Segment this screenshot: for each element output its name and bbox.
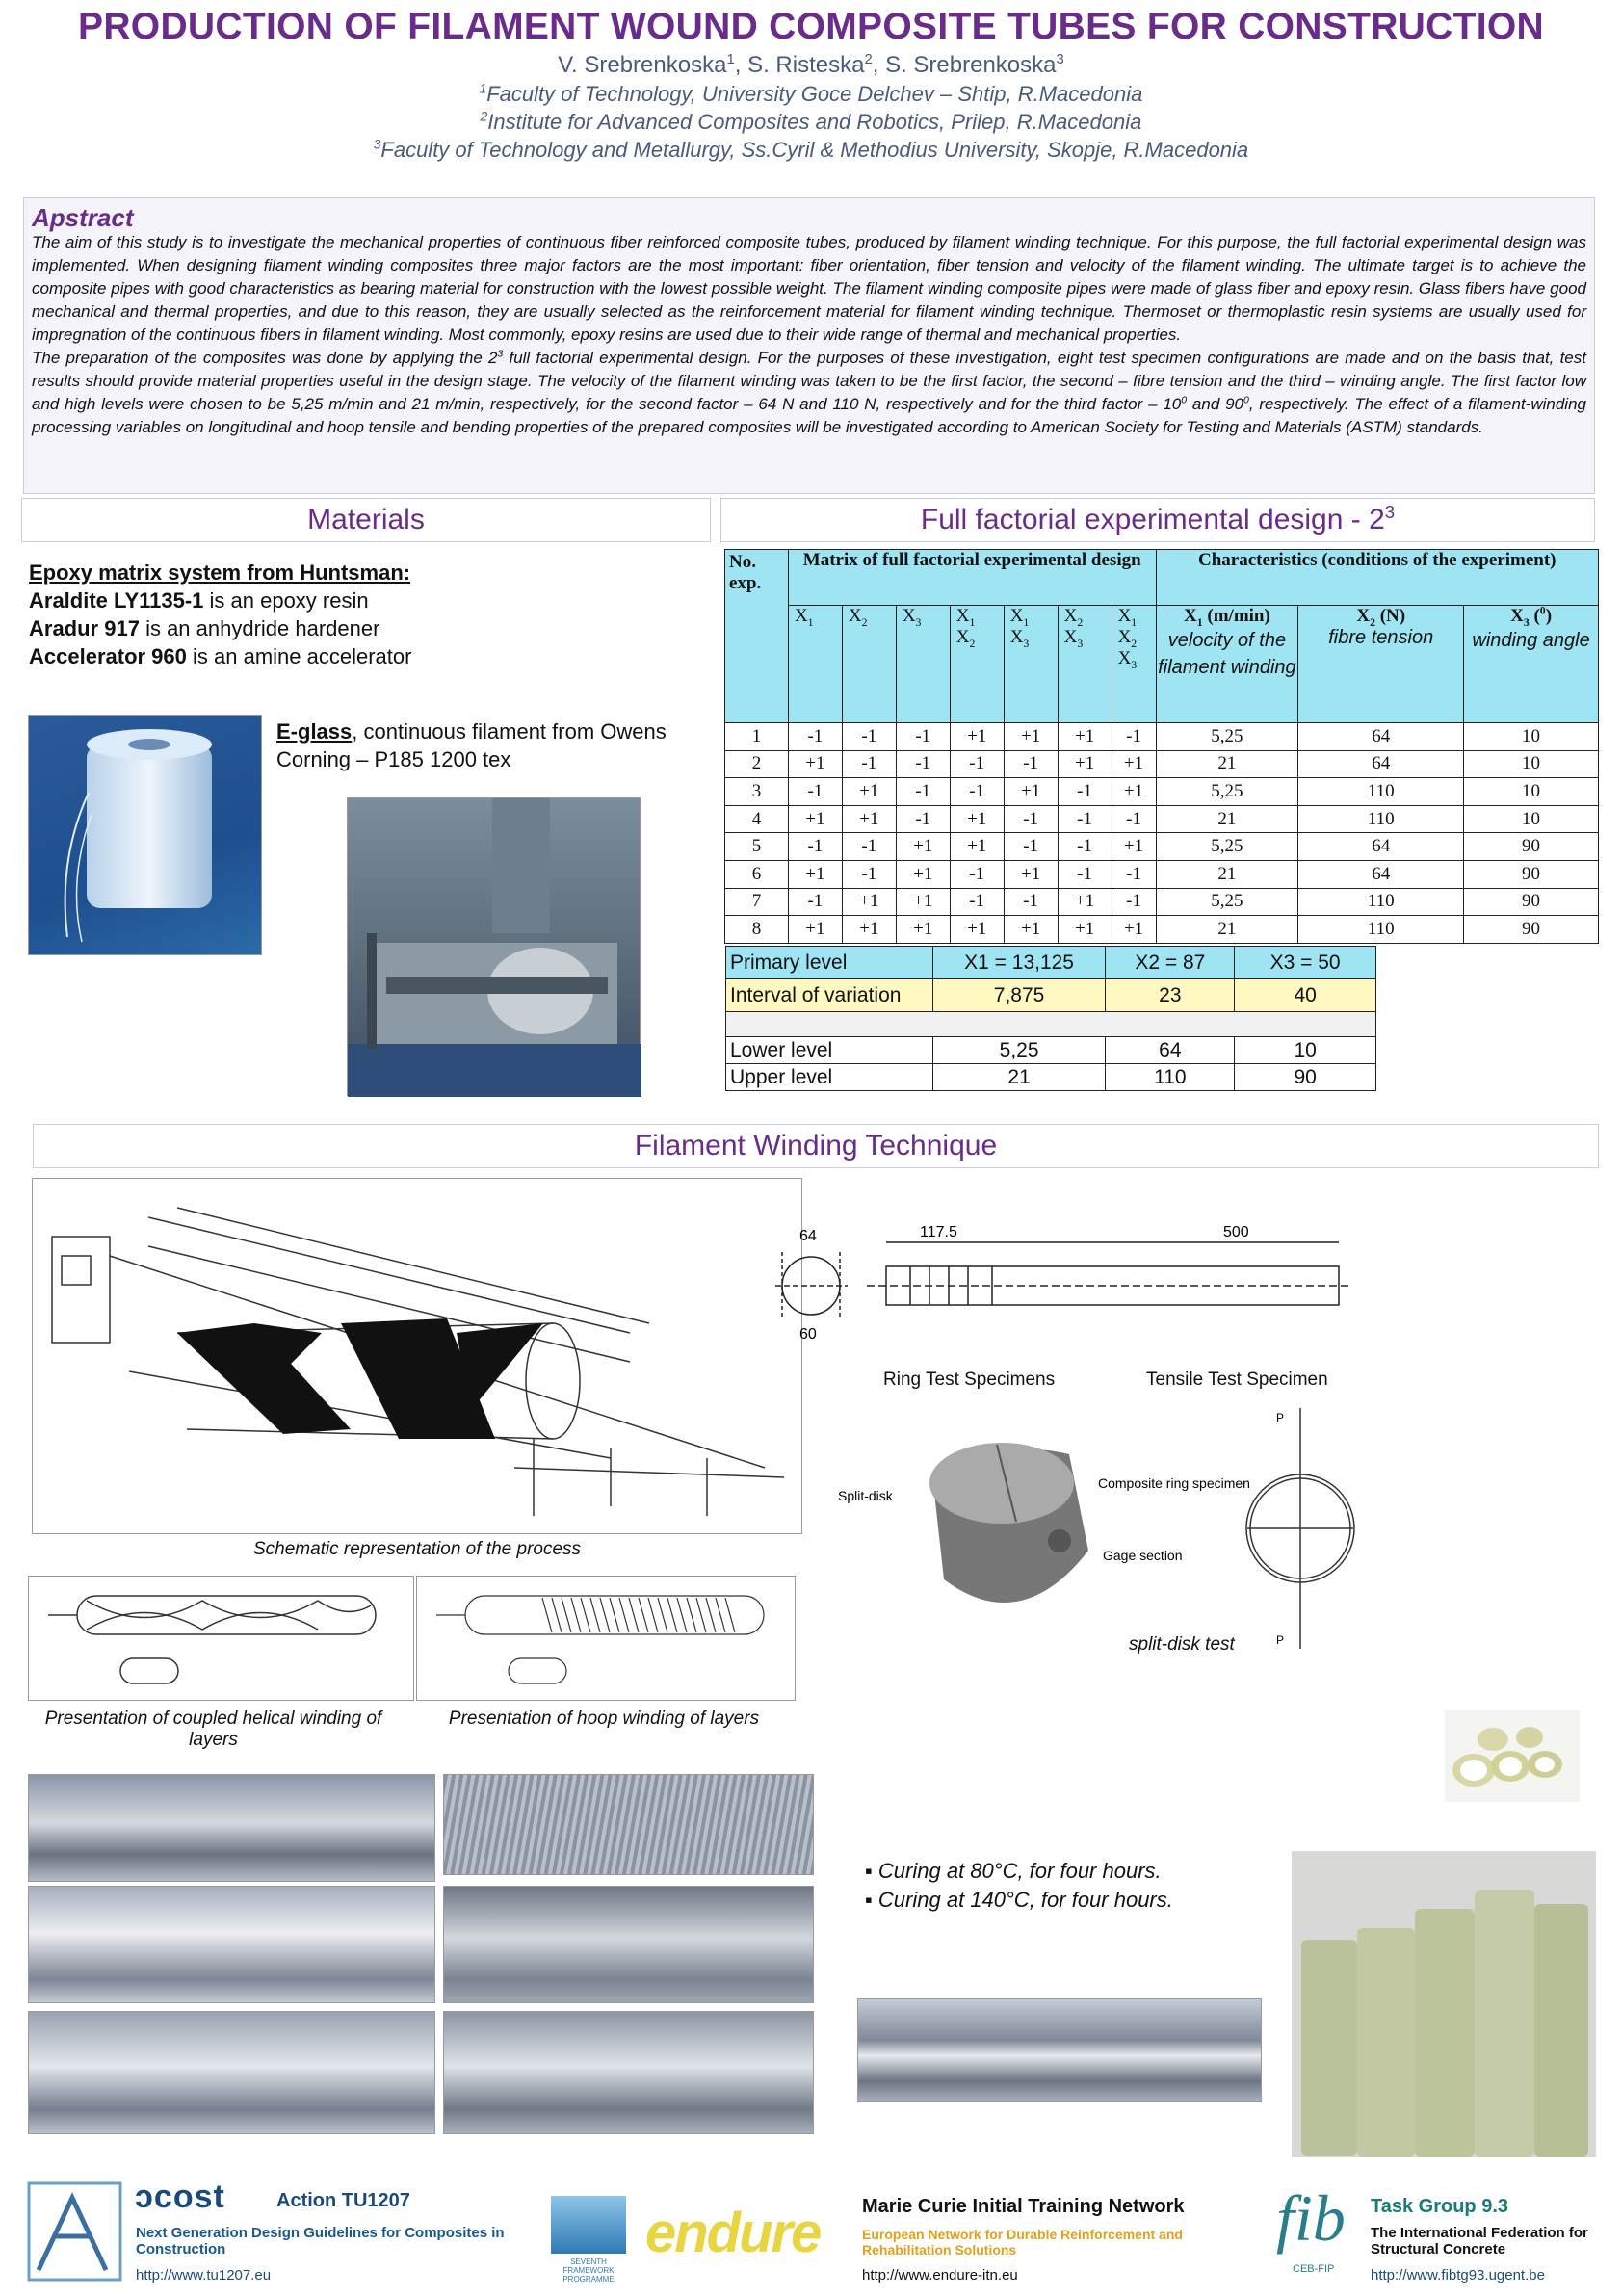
- sh3-a: X: [902, 606, 916, 626]
- matrix-cell: -1: [896, 723, 950, 751]
- upper-x2: 110: [1106, 1064, 1235, 1091]
- matrix-cell: +1: [950, 805, 1004, 833]
- author-1-sup: 1: [726, 52, 735, 67]
- sh2-a: X: [848, 606, 862, 626]
- upper-label: Upper level: [726, 1064, 933, 1091]
- abstract-box: [23, 197, 1595, 494]
- factorial-row: [725, 888, 1599, 916]
- mc-url: http://www.endure-itn.eu: [862, 2267, 1018, 2283]
- aff-3-text: Faculty of Technology and Metallurgy, Ss.Cyril & Methodius University, Skopje, R.Macedonia: [380, 138, 1249, 162]
- abs-p2-sup: 3: [497, 348, 504, 360]
- sh7-b: 1: [1131, 615, 1138, 629]
- epoxy-title: Epoxy matrix system from Huntsman:: [29, 561, 411, 585]
- exp-number: 2: [725, 750, 789, 778]
- ring-load-image: [1238, 1408, 1363, 1649]
- sh6-d: 3: [1077, 637, 1084, 650]
- matrix-cell: +1: [1058, 723, 1112, 751]
- matrix-cell: -1: [788, 723, 842, 751]
- matrix-cell: -1: [950, 888, 1004, 916]
- interval-x2: 23: [1106, 979, 1235, 1012]
- matrix-cell: -1: [842, 723, 896, 751]
- abs-p2-sup3: 0: [1243, 394, 1249, 406]
- matrix-cell: +1: [788, 750, 842, 778]
- lower-label: Lower level: [726, 1037, 933, 1064]
- matrix-cell: -1: [896, 750, 950, 778]
- sub-x3: [896, 606, 950, 723]
- curing-item-1: ▪ Curing at 80°C, for four hours.: [865, 1859, 1162, 1883]
- matrix-cell: -1: [1112, 723, 1156, 751]
- helical-photo-1: [28, 1774, 435, 1882]
- fp7-logo: [551, 2196, 626, 2254]
- matrix-cell: +1: [1112, 778, 1156, 806]
- matrix-cell: -1: [842, 750, 896, 778]
- matrix-cell: -1: [1112, 860, 1156, 888]
- tg-title: Task Group 9.3: [1371, 2196, 1509, 2217]
- col-no-exp: No. exp.: [725, 550, 789, 723]
- matrix-cell: -1: [842, 860, 896, 888]
- matrix-cell: +1: [1058, 916, 1112, 944]
- char-cell: 90: [1464, 860, 1599, 888]
- sh5-b: 1: [1023, 615, 1030, 629]
- winding-machine-image: [348, 798, 641, 1097]
- interval-row: [726, 979, 1376, 1012]
- matrix-cell: -1: [788, 833, 842, 861]
- epoxy-item-2-bold: Aradur 917: [29, 616, 140, 640]
- char-cell: 21: [1156, 805, 1298, 833]
- char-x1: [1156, 606, 1298, 723]
- char-cell: 64: [1298, 833, 1464, 861]
- char-cell: 90: [1464, 888, 1599, 916]
- sub-x1: [788, 606, 842, 723]
- char-cell: 64: [1298, 723, 1464, 751]
- helical-diagram: [28, 1576, 414, 1701]
- sh7-e: X: [1117, 648, 1132, 668]
- split-caption: split-disk test: [1129, 1634, 1235, 1655]
- helical-image: [29, 1577, 415, 1702]
- ch1-unit: (m/min): [1202, 606, 1270, 626]
- char-cell: 5,25: [1156, 723, 1298, 751]
- levels-table: [725, 946, 1376, 1091]
- epoxy-item-3: [29, 642, 703, 670]
- aff-1-sup: 1: [479, 81, 487, 96]
- curing-photo: [857, 1998, 1262, 2102]
- abs-p2-b: full factorial experimental design. For the purposes of these investigation, eight test specimen configurations are made and on the basis that, test results should provide material properties useful in the design stage. The velocity of the filament winding was taken to be the first factor, the second – fibre tension and the third – winding angle. The first factor low and high levels were chosen to be 5,25 m/min and 21 m/min, respectively, for the second factor – 64 N and 110 N, respectively and for the third factor – 10: [32, 349, 1586, 413]
- exp-number: 3: [725, 778, 789, 806]
- affiliation-1: [0, 82, 1622, 107]
- sh7-c: X: [1117, 627, 1132, 647]
- epoxy-system: [29, 559, 703, 670]
- sh6-a: X: [1063, 606, 1078, 626]
- sh5-a: X: [1009, 606, 1024, 626]
- epoxy-item-2: [29, 614, 703, 642]
- char-cell: 64: [1298, 750, 1464, 778]
- sh4-b: 1: [969, 615, 976, 629]
- matrix-cell: +1: [842, 805, 896, 833]
- char-cell: 5,25: [1156, 778, 1298, 806]
- factorial-row: [725, 860, 1599, 888]
- lower-row: [726, 1037, 1376, 1064]
- char-x2: [1298, 606, 1464, 723]
- sh7-d: 2: [1131, 637, 1138, 650]
- matrix-cell: +1: [1112, 916, 1156, 944]
- affiliation-3: [0, 138, 1622, 163]
- primary-x3: X3 = 50: [1235, 947, 1376, 979]
- eglass-bold: E-glass: [276, 719, 353, 744]
- helical-photo-2: [28, 1886, 435, 2003]
- exp-number: 1: [725, 723, 789, 751]
- cost-action: Action TU1207: [276, 2190, 410, 2211]
- composite-ring-label: Composite ring specimen: [1098, 1475, 1250, 1491]
- glass-roving-photo: [28, 715, 262, 955]
- glass-roving-image: [29, 716, 263, 956]
- cost-logo: ɔcost: [135, 2179, 225, 2215]
- abstract-heading: Apstract: [32, 203, 134, 232]
- matrix-cell: +1: [1004, 723, 1058, 751]
- helical-photo-3: [28, 2011, 435, 2134]
- exp-number: 4: [725, 805, 789, 833]
- poster-title: PRODUCTION OF FILAMENT WOUND COMPOSITE TUBES FOR CONSTRUCTION: [78, 6, 1544, 47]
- sh4-d: 2: [969, 637, 976, 650]
- hoop-photo-3: [443, 2011, 814, 2134]
- bridge-logo: [24, 2179, 125, 2284]
- design-heading-sup: 3: [1384, 502, 1396, 522]
- matrix-cell: -1: [896, 805, 950, 833]
- authors: V. Srebrenkoska$^1$, S. Risteska$^2$, S. Srebrenkoska$^3$: [558, 52, 1064, 78]
- factorial-row: [725, 805, 1599, 833]
- ring-load-diagram: [1238, 1408, 1363, 1649]
- design-heading: Full factorial experimental design - 2: [920, 504, 1385, 535]
- char-cell: 10: [1464, 750, 1599, 778]
- materials-heading-box: [21, 498, 711, 542]
- sh1-a: X: [794, 606, 808, 626]
- ch2-unit: (N): [1374, 606, 1406, 626]
- factorial-row: [725, 750, 1599, 778]
- tensile-label: Tensile Test Specimen: [1146, 1370, 1328, 1390]
- matrix-cell: -1: [896, 778, 950, 806]
- abs-p2-a: The preparation of the composites was done by applying the 2: [32, 349, 498, 367]
- ch3-unit: (: [1529, 606, 1540, 626]
- p-bottom: P: [1276, 1633, 1285, 1647]
- ch3-sub: 3: [1523, 615, 1530, 629]
- gage-label: Gage section: [1103, 1548, 1183, 1563]
- char-cell: 110: [1298, 888, 1464, 916]
- matrix-cell: +1: [788, 916, 842, 944]
- tube-ends-photo: [1445, 1710, 1580, 1802]
- sh5-c: X: [1009, 627, 1024, 647]
- char-cell: 21: [1156, 860, 1298, 888]
- dim-117: 117.5: [920, 1224, 957, 1240]
- matrix-cell: -1: [1004, 750, 1058, 778]
- ch1-main: X: [1184, 606, 1197, 626]
- char-cell: 110: [1298, 916, 1464, 944]
- abs-p2-d: , respectively. The effect of a filament-winding processing variables on longitudinal and hoop tensile and bending properties of the prepared composites will be investigated according to American Society for Testing and Materials (ASTM) standards.: [32, 395, 1586, 436]
- matrix-cell: -1: [788, 888, 842, 916]
- schematic-diagram: [32, 1178, 802, 1534]
- sh4-c: X: [955, 627, 970, 647]
- primary-x1: X1 = 13,125: [932, 947, 1106, 979]
- schematic-caption: Schematic representation of the process: [252, 1539, 582, 1559]
- author-2: S. Risteska: [747, 52, 865, 78]
- split-disk-image: [828, 1416, 1250, 1637]
- matrix-cell: +1: [896, 860, 950, 888]
- lower-x2: 64: [1106, 1037, 1235, 1064]
- matrix-cell: -1: [1058, 860, 1112, 888]
- factorial-row: [725, 723, 1599, 751]
- sub-x2: [842, 606, 896, 723]
- matrix-cell: +1: [896, 833, 950, 861]
- ch3-supu: 0: [1539, 604, 1546, 617]
- char-cell: 10: [1464, 778, 1599, 806]
- author-2-sup: 2: [864, 52, 873, 67]
- winding-heading-box: [33, 1124, 1599, 1168]
- matrix-cell: +1: [842, 916, 896, 944]
- matrix-cell: +1: [950, 723, 1004, 751]
- p-top: P: [1276, 1411, 1285, 1424]
- char-cell: 21: [1156, 750, 1298, 778]
- ch1-sub: 1: [1196, 615, 1203, 629]
- upper-x1: 21: [932, 1064, 1106, 1091]
- spacer-row: [726, 1012, 1376, 1037]
- aff-1-text: Faculty of Technology, University Goce Delchev – Shtip, R.Macedonia: [486, 82, 1143, 106]
- abstract-paragraph-2: [32, 347, 1586, 439]
- char-cell: 5,25: [1156, 888, 1298, 916]
- affiliation-2: [0, 110, 1622, 135]
- primary-x2: X2 = 87: [1106, 947, 1235, 979]
- tube-ends-image: [1445, 1710, 1580, 1802]
- primary-label: Primary level: [726, 947, 933, 979]
- matrix-cell: +1: [1004, 778, 1058, 806]
- ch2-desc: fibre tension: [1328, 627, 1434, 648]
- sub-x1x2: [950, 606, 1004, 723]
- interval-label: Interval of variation: [726, 979, 933, 1012]
- interval-x1: 7,875: [932, 979, 1106, 1012]
- ch2-main: X: [1356, 606, 1371, 626]
- matrix-cell: -1: [1004, 805, 1058, 833]
- aff-2-sup: 2: [480, 109, 488, 124]
- matrix-cell: +1: [1004, 916, 1058, 944]
- tg-desc: The International Federation for Structural Concrete: [1371, 2225, 1588, 2257]
- exp-number: 7: [725, 888, 789, 916]
- epoxy-item-2-rest: is an anhydride hardener: [139, 616, 380, 640]
- ch1-desc: velocity of the filament winding: [1158, 630, 1296, 678]
- matrix-cell: -1: [1058, 778, 1112, 806]
- matrix-cell: -1: [1058, 833, 1112, 861]
- fib-logo: fib: [1276, 2181, 1346, 2255]
- hoop-caption: Presentation of hoop winding of layers: [448, 1709, 760, 1729]
- matrix-cell: -1: [1004, 833, 1058, 861]
- finished-tubes-photo: [1292, 1851, 1596, 2164]
- matrix-cell: -1: [950, 778, 1004, 806]
- matrix-cell: +1: [1058, 750, 1112, 778]
- abstract-paragraph-1: The aim of this study is to investigate the mechanical properties of continuous fiber reinforced composite tubes, produced by filament winding technique. For this purpose, the full factorial experimental design was implemented. When designing filament winding composites three major factors are the most important: fiber orientation, fiber tension and velocity of the filament winding. The ultimate target is to achieve the composite pipes with good characteristics as bearing material for construction with the lowest possible weight. The filament winding composite pipes were made of glass fiber and epoxy resin. Glass fibers have good mechanical and thermal properties, and due to this reason, they are usually selected as the reinforcement material for filament winding technique. Thermoset or thermoplastic resin systems are usually used for impregnation of the continuous fibers in filament winding. Most commonly, epoxy resins are used due to their wide range of thermal and mechanical properties.: [32, 233, 1586, 344]
- matrix-cell: +1: [1058, 888, 1112, 916]
- materials-heading: Materials: [307, 504, 425, 535]
- char-cell: 110: [1298, 778, 1464, 806]
- sh1-b: 1: [807, 615, 814, 629]
- sh7-f: 3: [1131, 658, 1138, 671]
- matrix-cell: +1: [1004, 860, 1058, 888]
- char-cell: 5,25: [1156, 833, 1298, 861]
- author-1: V. Srebrenkoska: [558, 52, 727, 78]
- matrix-cell: -1: [950, 860, 1004, 888]
- matrix-cell: -1: [842, 833, 896, 861]
- char-cell: 64: [1298, 860, 1464, 888]
- aff-2-text: Institute for Advanced Composites and Robotics, Prilep, R.Macedonia: [487, 110, 1142, 134]
- ch3-desc: winding angle: [1472, 630, 1590, 651]
- curing-text-1: Curing at 80°C, for four hours.: [877, 1859, 1162, 1883]
- epoxy-item-1-bold: Araldite LY1135-1: [29, 588, 204, 613]
- char-cell: 90: [1464, 833, 1599, 861]
- matrix-cell: +1: [950, 916, 1004, 944]
- char-cell: 21: [1156, 916, 1298, 944]
- epoxy-item-3-rest: is an amine accelerator: [186, 644, 412, 668]
- author-3: S. Srebrenkoska: [885, 52, 1057, 78]
- epoxy-item-1-rest: is an epoxy resin: [203, 588, 369, 613]
- ring-label: Ring Test Specimens: [883, 1370, 1056, 1390]
- factorial-row: [725, 778, 1599, 806]
- aff-3-sup: 3: [373, 137, 381, 152]
- factorial-row: [725, 916, 1599, 944]
- hoop-diagram: [416, 1576, 796, 1701]
- matrix-cell: -1: [950, 750, 1004, 778]
- helical-caption: Presentation of coupled helical winding of layers: [44, 1709, 382, 1750]
- schematic-image: [33, 1179, 803, 1535]
- endure-logo: endure: [645, 2202, 821, 2264]
- fp7-text: SEVENTH FRAMEWORK PROGRAMME: [562, 2257, 615, 2283]
- finished-tubes-image: [1292, 1851, 1596, 2164]
- matrix-cell: +1: [842, 778, 896, 806]
- abs-p2-sup2: 0: [1181, 394, 1188, 406]
- interval-x3: 40: [1235, 979, 1376, 1012]
- fib-sub: CEB-FIP: [1293, 2263, 1335, 2275]
- sh2-b: 2: [861, 615, 868, 629]
- sh3-b: 3: [915, 615, 922, 629]
- upper-row: [726, 1064, 1376, 1091]
- author-3-sup: 3: [1056, 52, 1064, 67]
- exp-number: 8: [725, 916, 789, 944]
- hoop-image: [417, 1577, 797, 1702]
- matrix-cell: +1: [788, 860, 842, 888]
- sh7-a: X: [1117, 606, 1132, 626]
- lower-x1: 5,25: [932, 1037, 1106, 1064]
- footer: [0, 2157, 1622, 2296]
- matrix-cell: +1: [950, 833, 1004, 861]
- char-x3: [1464, 606, 1599, 723]
- exp-number: 6: [725, 860, 789, 888]
- curing-list: [865, 1857, 1173, 1915]
- matrix-cell: -1: [1112, 888, 1156, 916]
- mc-desc: European Network for Durable Reinforcement and Rehabilitation Solutions: [862, 2227, 1183, 2257]
- exp-number: 5: [725, 833, 789, 861]
- winding-machine-photo: [347, 797, 641, 1096]
- abs-p2-c: and 90: [1187, 395, 1243, 413]
- dim-500: 500: [1223, 1224, 1249, 1240]
- winding-heading: Filament Winding Technique: [634, 1130, 998, 1161]
- epoxy-item-1: [29, 587, 703, 614]
- cost-url: http://www.tu1207.eu: [136, 2267, 272, 2283]
- matrix-cell: +1: [1112, 833, 1156, 861]
- matrix-cell: +1: [788, 805, 842, 833]
- matrix-cell: -1: [1112, 805, 1156, 833]
- sub-x1x3: [1004, 606, 1058, 723]
- col-characteristics: Characteristics (conditions of the experiment): [1156, 550, 1598, 606]
- tg-url: http://www.fibtg93.ugent.be: [1371, 2267, 1545, 2283]
- matrix-cell: +1: [842, 888, 896, 916]
- eglass-text: [276, 718, 710, 773]
- ch3-unit2: ): [1545, 606, 1553, 626]
- matrix-cell: +1: [896, 916, 950, 944]
- factorial-table: [724, 549, 1599, 944]
- lower-x3: 10: [1235, 1037, 1376, 1064]
- sh5-d: 3: [1023, 637, 1030, 650]
- char-cell: 90: [1464, 916, 1599, 944]
- sub-x2x3: [1058, 606, 1112, 723]
- sub-x1x2x3: [1112, 606, 1156, 723]
- matrix-cell: -1: [788, 778, 842, 806]
- epoxy-item-3-bold: Accelerator 960: [29, 644, 187, 668]
- primary-level-row: [726, 947, 1376, 979]
- upper-x3: 90: [1235, 1064, 1376, 1091]
- curing-item-2: ▪ Curing at 140°C, for four hours.: [865, 1888, 1173, 1912]
- sh6-b: 2: [1077, 615, 1084, 629]
- char-cell: 110: [1298, 805, 1464, 833]
- ch2-sub: 2: [1370, 615, 1375, 629]
- curing-text-2: Curing at 140°C, for four hours.: [877, 1888, 1173, 1912]
- hoop-photo-2: [443, 1886, 814, 2003]
- ch3-main: X: [1510, 606, 1524, 626]
- factorial-row: [725, 833, 1599, 861]
- sh4-a: X: [955, 606, 970, 626]
- char-cell: 10: [1464, 805, 1599, 833]
- design-heading-box: [720, 498, 1595, 542]
- col-matrix: Matrix of full factorial experimental design: [788, 550, 1156, 606]
- sh6-c: X: [1063, 627, 1078, 647]
- cost-desc: Next Generation Design Guidelines for Composites in Construction: [136, 2225, 505, 2257]
- matrix-cell: -1: [1004, 888, 1058, 916]
- split-disk-label: Split-disk: [838, 1488, 893, 1503]
- char-cell: 10: [1464, 723, 1599, 751]
- matrix-cell: +1: [896, 888, 950, 916]
- mc-title: Marie Curie Initial Training Network: [862, 2196, 1185, 2217]
- hoop-photo-1: [443, 1774, 814, 1875]
- specimen-image: [771, 1213, 1348, 1368]
- matrix-cell: +1: [1112, 750, 1156, 778]
- split-disk-diagram: [828, 1416, 1250, 1637]
- specimen-drawing: [771, 1213, 1348, 1368]
- dim-60: 60: [799, 1326, 817, 1343]
- eglass-rest: , continuous filament from Owens Corning – P185 1200 tex: [276, 719, 667, 771]
- matrix-cell: -1: [1058, 805, 1112, 833]
- dim-64: 64: [799, 1228, 817, 1244]
